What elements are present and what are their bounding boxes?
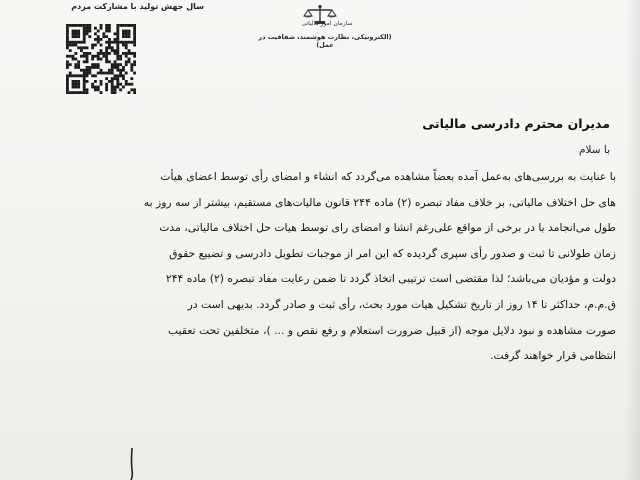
- body-line: دولت و مؤدیان می‌باشد؛ لذا مقتضی است ترتیبی اتخاذ گردد تا ضمن رعایت مفاد تبصره (۲) ماده ۲۴۴: [165, 272, 616, 286]
- organization-tagline: (الکترونیکی، نظارت هوشمند، شفافیت در عمل): [258, 33, 392, 49]
- body-line: زمان طولانی تا ثبت و صدور رأی سپری گردیده که این امر از موجبات تطویل دادرسی و تضییع حقوق: [169, 246, 616, 260]
- body-line: های حل اختلاف مالیاتی، بر خلاف مفاد تبصره (۲) ماده ۲۴۴ قانون مالیات‌های مستقیم، بیشتر از سه روز به: [143, 195, 616, 209]
- body-line: صورت مشاهده و نبود دلایل موجه (از قبیل ضرورت استعلام و رفع نقص و ... )، متخلفین تحت تعقیب: [168, 323, 616, 337]
- pen-mark-icon: [126, 448, 138, 480]
- letter-greeting: با سلام: [578, 144, 610, 156]
- page-edge-shadow: [626, 0, 640, 480]
- body-line: با عنایت به بررسی‌های به‌عمل آمده بعضاً مشاهده می‌گردد که انشاء و امضای رأی توسط اعضای هیأت: [160, 170, 616, 183]
- year-slogan: سال جهش تولید با مشارکت مردم: [71, 2, 204, 11]
- body-line: ق.م.م، حداکثر تا ۱۴ روز از تاریخ تشکیل هیات مورد بحث، رأی ثبت و صادر گردد. بدیهی است در: [187, 297, 616, 311]
- organization-name: سازمان امور مالیاتی: [301, 20, 353, 27]
- qr-code-icon: [66, 24, 136, 94]
- letter-body: [26, 164, 616, 369]
- body-line: انتظامی قرار خواهند گرفت.: [490, 349, 616, 363]
- body-line: طول می‌انجامد یا در برخی از مواقع علی‌رغم انشا و امضای رای توسط هیات حل اختلاف مالیاتی، مدت: [159, 221, 616, 235]
- letter-addressee: مدیران محترم دادرسی مالیاتی: [422, 116, 610, 131]
